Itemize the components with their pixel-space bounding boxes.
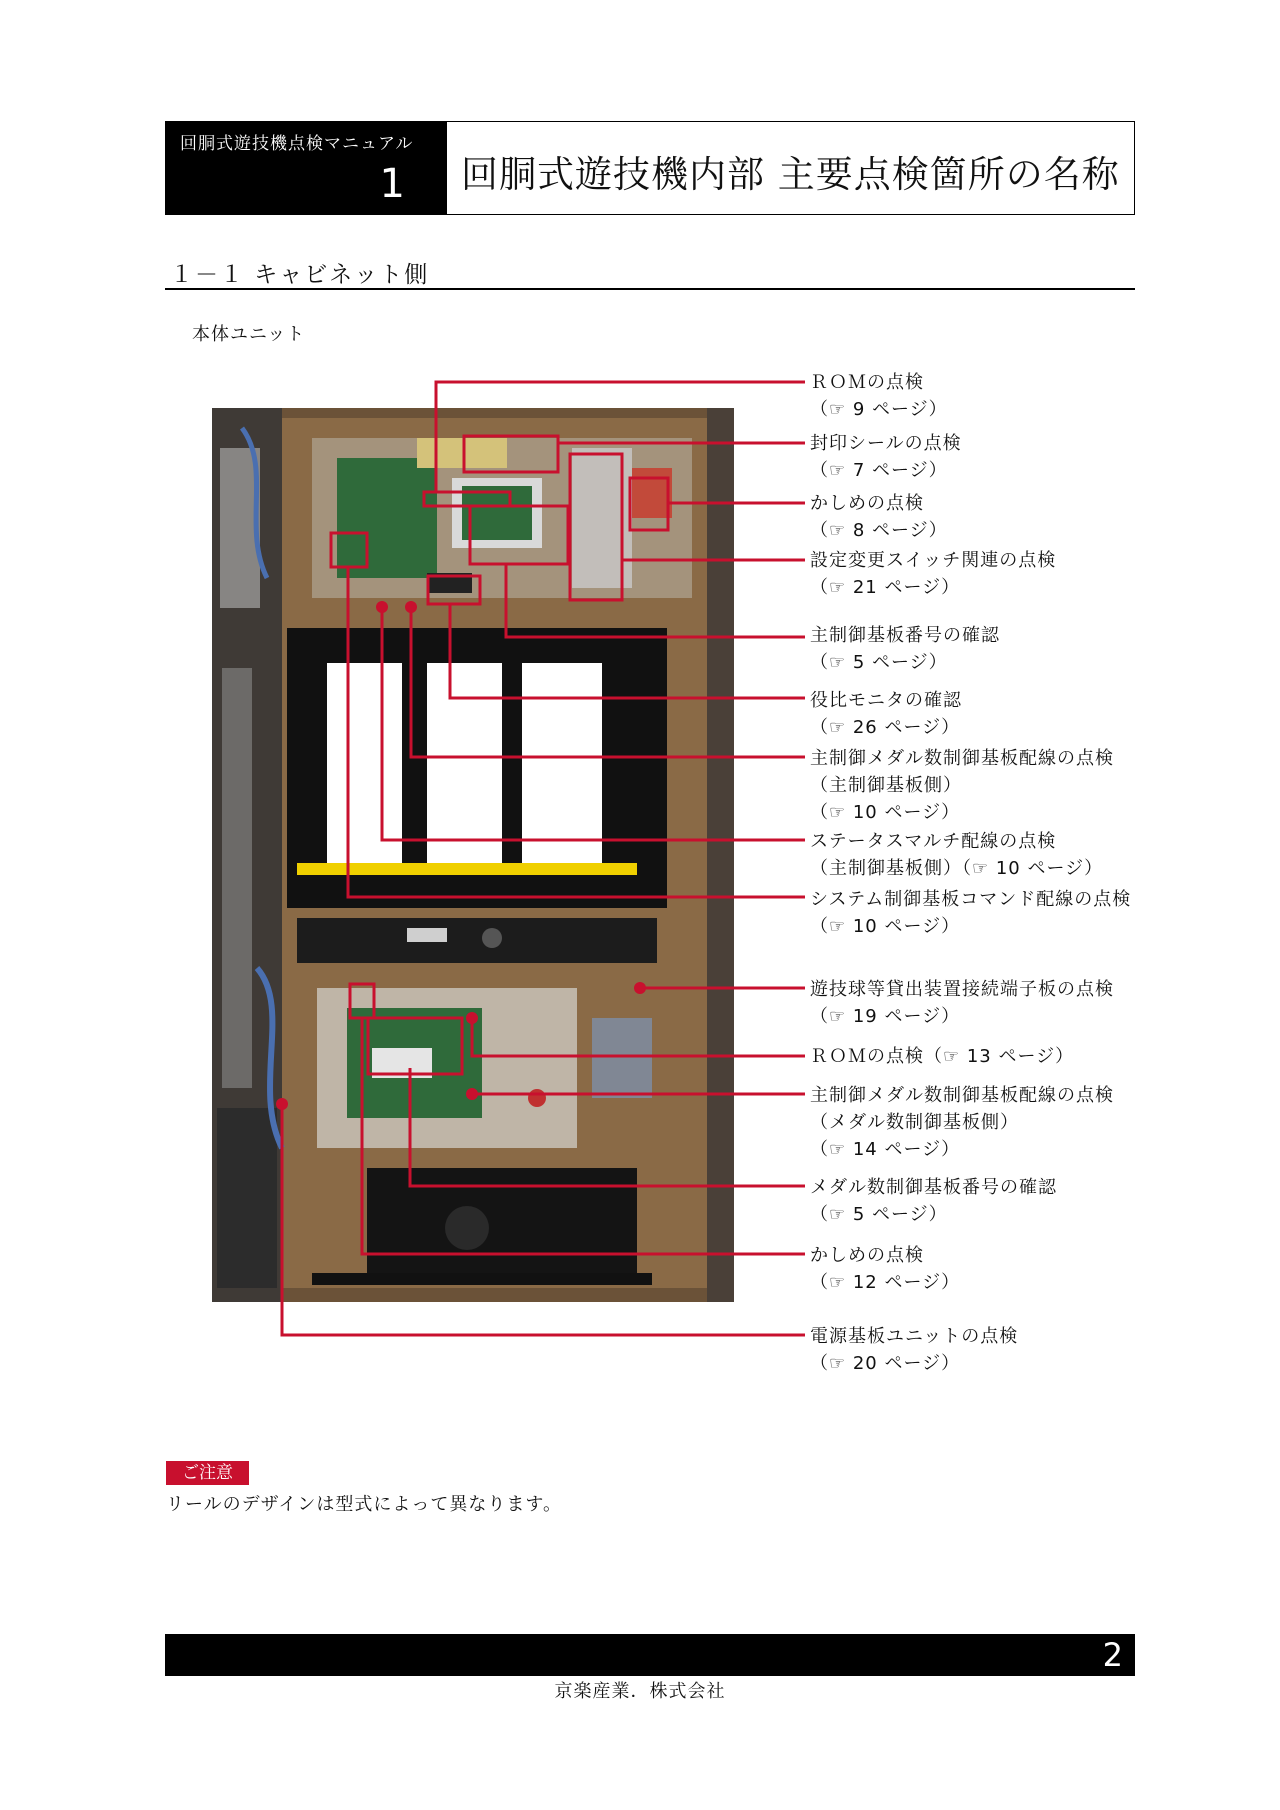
- leader-ratio-monitor: [450, 604, 805, 698]
- callout-name: 主制御基板番号の確認: [810, 625, 1000, 646]
- system-command-box: [331, 533, 367, 567]
- leader-kashime-lower: [362, 1018, 805, 1254]
- main-board-number-box: [470, 506, 568, 564]
- callout-terminal-board: [810, 976, 1114, 1030]
- callout-page: （☞ 19 ページ）: [810, 1006, 961, 1027]
- callout-name: ＲＯＭの点検: [810, 372, 924, 393]
- callout-wiring-main-side: [810, 745, 1114, 826]
- callout-page: （☞ 5 ページ）: [810, 1204, 948, 1225]
- callout-rom-check: [810, 369, 948, 423]
- leader-medal-board-number: [410, 1068, 805, 1186]
- callout-dot-terminal-board: [634, 982, 646, 994]
- callout-dot-rom-lower: [466, 1012, 478, 1024]
- section-heading: １－１ キャビネット側: [170, 262, 430, 288]
- callout-rom-lower: [810, 1043, 1074, 1070]
- callout-dot-wiring-main: [405, 601, 417, 613]
- chapter-number: 1: [379, 161, 405, 207]
- notice-tag: ご注意: [166, 1461, 249, 1485]
- rom-lower-box: [368, 1018, 462, 1074]
- setting-switch-box: [570, 454, 622, 600]
- notice-text: リールのデザインは型式によって異なります。: [166, 1494, 562, 1515]
- callout-sub: （主制御基板側）（☞ 10 ページ）: [810, 858, 1104, 879]
- callout-system-command: [810, 886, 1131, 940]
- unit-label: 本体ユニット: [192, 324, 306, 345]
- page-title: 回胴式遊技機内部 主要点検箇所の名称: [461, 153, 1120, 196]
- callout-seal-check: [810, 430, 962, 484]
- callout-name: 封印シールの点検: [810, 433, 962, 454]
- callout-dot-status-multi: [376, 601, 388, 613]
- callout-name: 設定変更スイッチ関連の点検: [810, 550, 1057, 571]
- callout-dot-wiring-medal: [466, 1088, 478, 1100]
- callout-status-multi: [810, 828, 1103, 882]
- manual-name: 回胴式遊技機点検マニュアル: [180, 134, 414, 154]
- leader-main-board-number: [506, 564, 805, 637]
- callout-ratio-monitor: [810, 687, 962, 741]
- callout-page: （☞ 8 ページ）: [810, 520, 948, 541]
- callout-page: （☞ 21 ページ）: [810, 577, 961, 598]
- leader-system-command: [348, 567, 805, 897]
- callout-power-unit: [810, 1323, 1018, 1377]
- leader-power-unit: [282, 1104, 805, 1335]
- callout-name: 役比モニタの確認: [810, 690, 962, 711]
- ratio-monitor-box: [428, 576, 480, 604]
- callout-kashime-lower: [810, 1242, 960, 1296]
- callout-page: （☞ 26 ページ）: [810, 717, 961, 738]
- callout-medal-board-number: [810, 1174, 1057, 1228]
- callout-page: （☞ 10 ページ）: [810, 916, 961, 937]
- callout-name: ＲＯＭの点検（☞ 13 ページ）: [810, 1046, 1075, 1067]
- callout-kashime-check: [810, 490, 948, 544]
- callout-name: ステータスマルチ配線の点検: [810, 831, 1057, 852]
- kashime-top-box: [630, 478, 668, 530]
- callout-main-board-number: [810, 622, 1000, 676]
- callout-dot-power-unit: [276, 1098, 288, 1110]
- callout-sub: （メダル数制御基板側）: [810, 1112, 1019, 1133]
- footer-bar: [165, 1634, 1135, 1676]
- callout-name: 遊技球等貸出装置接続端子板の点検: [810, 979, 1114, 1000]
- callout-name: かしめの点検: [810, 493, 924, 514]
- callout-page: （☞ 7 ページ）: [810, 460, 948, 481]
- company-name: 京楽産業．株式会社: [554, 1681, 726, 1702]
- page-number: 2: [1102, 1636, 1123, 1674]
- leader-rom-lower: [472, 1018, 805, 1056]
- callout-name: 主制御メダル数制御基板配線の点検: [810, 748, 1114, 769]
- callout-page: （☞ 14 ページ）: [810, 1139, 961, 1160]
- callout-name: かしめの点検: [810, 1245, 924, 1266]
- callout-page: （☞ 12 ページ）: [810, 1272, 961, 1293]
- leader-wiring-main: [411, 610, 805, 757]
- seal-box: [464, 436, 558, 472]
- callout-name: 主制御メダル数制御基板配線の点検: [810, 1085, 1114, 1106]
- callout-page: （☞ 5 ページ）: [810, 652, 948, 673]
- callout-name: メダル数制御基板番号の確認: [810, 1177, 1057, 1198]
- callout-page: （☞ 9 ページ）: [810, 399, 948, 420]
- callout-name: システム制御基板コマンド配線の点検: [810, 889, 1132, 910]
- leader-status-multi: [382, 610, 805, 840]
- callout-wiring-medal-side: [810, 1082, 1114, 1163]
- callout-sub: （主制御基板側）: [810, 775, 962, 796]
- callout-setting-switch: [810, 547, 1056, 601]
- callout-page: （☞ 10 ページ）: [810, 802, 961, 823]
- kashime-lower-box: [350, 984, 374, 1018]
- callout-name: 電源基板ユニットの点検: [810, 1326, 1019, 1347]
- callout-page: （☞ 20 ページ）: [810, 1353, 961, 1374]
- rom-top-box: [424, 492, 510, 506]
